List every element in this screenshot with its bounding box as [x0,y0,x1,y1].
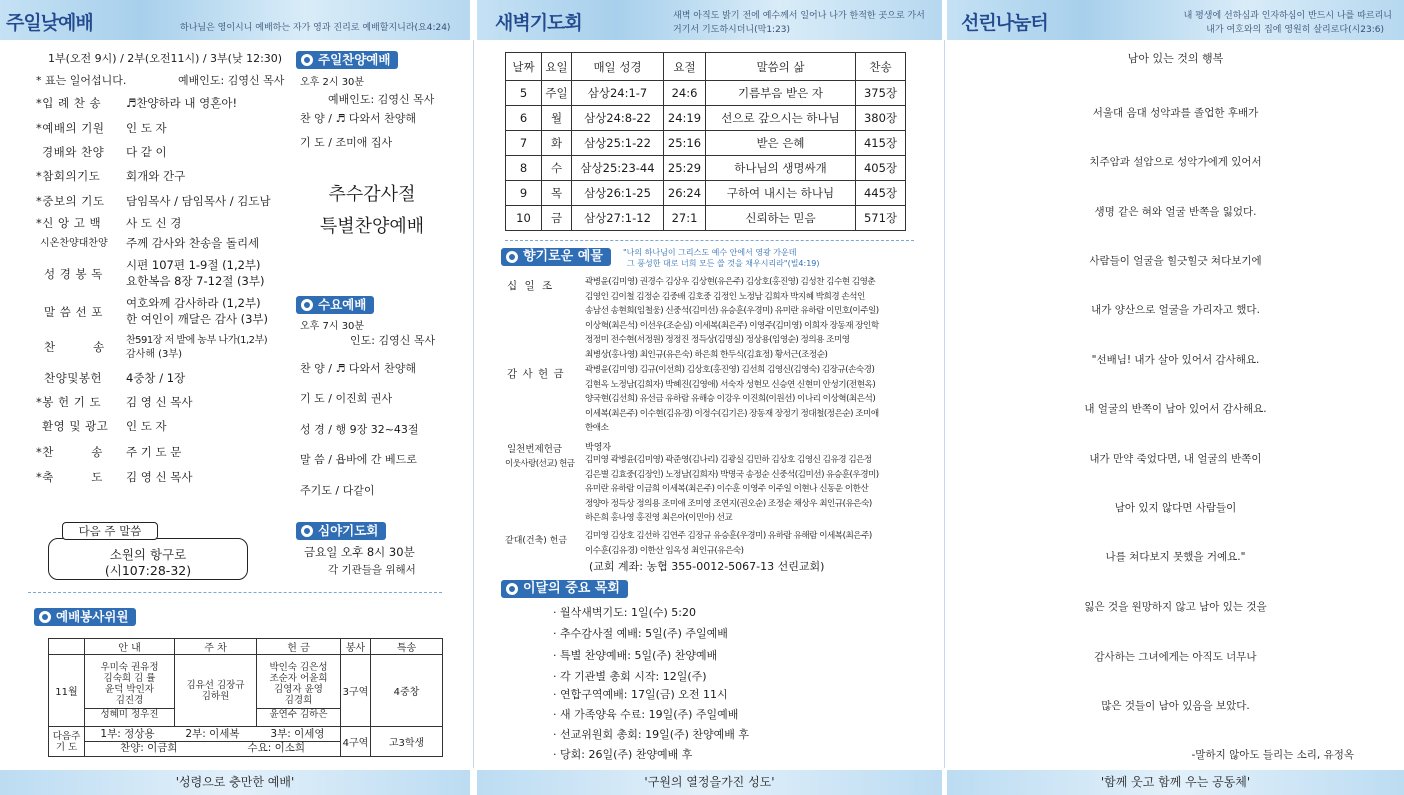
circle-bullet-icon [301,299,313,311]
order-value: 인 도 자 [126,419,167,433]
tithe-list [585,275,879,362]
wednesday-worship-heading [296,296,374,314]
mission-line: 유미란 유하람 이금희 이세복(최은주) 이수훈 이영주 이주일 이현나 신동운 이한산 [585,484,869,494]
afternoon-time: 오후 2시 30분 [300,77,365,88]
order-item [36,121,286,137]
thanks-label: 감 사 헌 금 [507,368,565,380]
guide-name: 윤덕 박인자 [105,683,154,695]
dawn-header [477,0,942,40]
offering-heading [501,248,611,266]
order-label: 찬 송 [44,340,105,354]
sharing-verse-2: 내가 여호와의 집에 영원히 살리로다(시23:6) [1206,25,1384,35]
order-value: 회개와 간구 [126,169,186,183]
hymn-cell: 415장 [856,131,906,156]
thanks-line: 이세복(최은주) 이수현(김유경) 이정수(김기은) 장동재 장정기 정대철(정은순) 조미애 [585,408,879,419]
circle-bullet-icon [506,251,518,263]
order-item [36,445,286,461]
offering-name: 박인숙 김은성 [269,661,328,673]
table-row [506,206,906,231]
tithe-label: 십 일 조 [507,280,555,292]
tithe-line: 이상혁(최은석) 이선우(조순심) 이세복(최은주) 이영주(김미영) 이희자 장동재 장인학 [585,320,879,331]
hymn-cell: 571장 [856,206,906,231]
special-title-line1: 추수감사절 [328,184,416,205]
table-header: 봉사 [341,639,371,655]
mission-line: 김미영 곽병윤(김미영) 곽준영(김나리) 김광실 김민하 김상호 김영신 김유경 김은정 [585,455,872,465]
table-row [506,156,906,181]
list-item: · 당회: 26일(주) 찬양예배 후 [553,748,693,761]
day-cell: 주일 [542,81,572,106]
thanks-list [585,363,879,436]
order-item [36,258,286,290]
order-value-2: 감사해 (3부) [126,349,182,360]
theme-cell: 신뢰하는 믿음 [706,206,856,231]
essay-author: -말하지 않아도 들리는 소리, 유정옥 [1191,749,1354,761]
next-week-sermon-box [48,538,248,580]
section-divider [28,592,442,593]
hymn-cell: 380장 [856,106,906,131]
offering-verse-2: 그 풍성한 대로 너희 모든 쓸 것을 채우시리라"(빌4:19) [627,259,820,268]
theme-cell: 하나님의 생명싸개 [706,156,856,181]
order-item [36,216,286,232]
order-value: 인 도 자 [126,121,167,135]
wednesday-prayer: 기 도 / 이진희 권사 [300,392,393,405]
wednesday-leader: 인도: 김영신 목사 [350,334,436,347]
hymn-cell: 375장 [856,81,906,106]
guide-name: 김진경 [115,694,144,706]
essay-line: 사람들이 얼굴을 힐긋힐긋 쳐다보기에 [1089,255,1262,267]
essay-line: 내가 만약 죽었다면, 내 얼굴의 반쪽이 [1089,453,1262,465]
next-week-title: 소원의 항구로 [109,547,187,562]
dawn-prayer-column [477,0,942,795]
guide-name: 김숙희 김 률 [103,672,156,684]
essay-line: 감사하는 그녀에게는 아직도 너무나 [1094,651,1257,663]
essay-line: 치주암과 설암으로 성악가에게 있어서 [1089,156,1262,168]
list-item: · 연합구역예배: 17일(금) 오전 11시 [553,688,728,701]
mission-line: 정양아 정득상 정의용 조미애 조미영 조연지(권오순) 조정순 채상우 최인규(유은숙) [585,498,872,509]
sharing-verse-1: 내 평생에 선하심과 인자하심이 반드시 나를 따르리니 [1183,11,1392,21]
order-item [36,395,286,411]
table-header: 말씀의 삶 [706,53,856,81]
offering-name: 조순자 어윤희 [269,672,328,684]
table-row [506,81,906,106]
order-value: 사 도 신 경 [126,216,182,230]
worship-leader: 예배인도: 김영신 목사 [178,74,285,87]
order-label: *찬 송 [36,445,103,459]
order-label: *신 앙 고 백 [36,216,102,230]
order-label: *중보의 기도 [36,194,105,208]
circle-bullet-icon [301,525,313,537]
table-header: 헌 금 [257,639,341,655]
table-row [506,131,906,156]
sharing-title: 선린나눔터 [961,12,1048,34]
order-value-2: 요한복음 8장 7-12절 (3부) [126,274,265,288]
next-label-cell: 다음주 기 도 [49,727,85,757]
wednesday-time: 오후 7시 30분 [300,321,365,332]
song-cell: 4중창 [371,655,443,727]
essay-line: 많은 것들이 남아 있음을 보았다. [1101,700,1250,712]
order-value: 주께 감사와 찬송을 돌리세 [126,236,260,250]
order-value: 김 영 신 목사 [126,395,193,409]
next-prayer-3: 3부: 이세영 [270,727,325,740]
essay-line: 생명 같은 혀와 얼굴 반쪽을 잃었다. [1094,206,1257,218]
day-cell: 월 [542,106,572,131]
special-title-line2: 특별찬양예배 [319,216,425,237]
date-cell: 7 [506,131,542,156]
table-row [49,727,443,757]
date-cell: 6 [506,106,542,131]
wednesday-closing: 주기도 / 다같이 [300,484,375,497]
verse-cell: 27:1 [664,206,706,231]
month-cell: 11월 [49,655,85,727]
order-label: 경배와 찬양 [42,145,105,159]
table-row [506,106,906,131]
order-label: *축 도 [36,470,103,484]
midnight-prayer-heading [296,522,386,540]
column-divider [944,40,945,768]
tithe-line: 김영인 김이철 김정순 김중배 김호중 김정인 노정남 김희자 박지혜 박희경 손석인 [585,291,865,302]
essay-line: 남아 있지 않다면 사람들이 [1114,502,1237,514]
hymn-cell: 445장 [856,181,906,206]
order-item [36,96,286,112]
afternoon-title: 주일찬양예배 [318,52,391,67]
table-header: 날짜 [506,53,542,81]
order-item [36,419,286,435]
thanks-line: 김현옥 노정남(김희자) 박혜진(김영애) 서숙자 성현모 신승연 신현미 안성기(전현옥) [585,379,876,390]
order-item [36,236,286,252]
order-label: *입 례 찬 송 [36,96,102,110]
reading-cell: 삼상24:1-7 [572,81,664,106]
theme-cell: 기름부음 받은 자 [706,81,856,106]
order-label: 말 씀 선 포 [44,305,103,319]
sunday-title: 주일낮예배 [6,12,93,34]
next-week-ref: (시107:28-32) [104,563,192,578]
midnight-time: 금요일 오후 8시 30분 [304,545,415,559]
sharing-footer: '함께 웃고 함께 우는 공동체' [947,770,1404,795]
theme-cell: 선으로 갚으시는 하나님 [706,106,856,131]
wednesday-praise: 찬 양 / ♬ 다와서 찬양해 [300,362,417,375]
order-value: 담임목사 / 담임목사 / 김도남 [126,194,271,208]
reading-cell: 삼상27:1-12 [572,206,664,231]
table-header: 요절 [664,53,706,81]
verse-cell: 26:24 [664,181,706,206]
circle-bullet-icon [39,611,51,623]
order-label: *봉 헌 기 도 [36,395,102,409]
day-cell: 수 [542,156,572,181]
order-item [36,371,286,387]
parking-name: 김하원 [201,690,230,702]
next-prayer-1: 1부: 정상용 [100,727,155,740]
order-value-2: 한 여인이 깨달은 감사 (3부) [126,312,269,326]
table-header: 찬송 [856,53,906,81]
verse-cell: 24:6 [664,81,706,106]
parking-cell [175,655,257,727]
list-item: · 선교위원회 총회: 19일(주) 찬양예배 후 [553,728,750,741]
order-value: ♬찬양하라 내 영혼아! [126,96,238,110]
date-cell: 9 [506,181,542,206]
guide-cell [85,655,175,727]
offering-verse-1: "나의 하나님이 그리스도 예수 안에서 영광 가운데 [623,248,797,257]
section-divider [505,240,914,241]
verse-cell: 24:19 [664,106,706,131]
table-header [49,639,85,655]
bank-account: (교회 계좌: 농협 355-0012-5067-13 선린교회) [589,560,825,573]
offering-name: 윤연수 김하은 [257,708,340,720]
sunday-footer: '성령으로 충만한 예배' [0,770,470,795]
afternoon-leader: 예배인도: 김영신 목사 [328,93,435,106]
verse-cell: 25:29 [664,156,706,181]
table-row [49,655,443,727]
essay-line: "선배님! 내가 살아 있어서 감사해요. [1091,354,1260,366]
order-label: 성 경 봉 독 [44,267,103,281]
table-header: 요일 [542,53,572,81]
order-label: 찬양및봉헌 [44,371,103,385]
service-cell: 3구역 [341,655,371,727]
next-praise: 찬양: 이금희 [119,741,178,754]
service-times: 1부(오전 9시) / 2부(오전11시) / 3부(낮 12:30) [48,52,283,65]
essay-line: 내가 양산으로 얼굴을 가리자고 했다. [1091,304,1260,316]
order-value: 4중창 / 1장 [126,371,186,385]
date-cell: 8 [506,156,542,181]
order-item [36,145,286,161]
list-item: · 새 가족양육 수료: 19일(주) 주일예배 [553,708,739,721]
table-row [506,181,906,206]
essay-title: 남아 있는 것의 행복 [1127,52,1224,65]
oneday-label: 일천번제헌금 [507,444,563,455]
building-line: 김미영 김상호 김선하 김연주 김장규 유승훈(우경미) 유하람 유해람 이세복(최은주) [585,531,872,541]
order-item [36,194,286,210]
next-song-cell: 고3학생 [371,727,443,757]
list-item: · 추수감사절 예배: 5일(주) 주일예배 [553,627,728,640]
order-value: 찬591장 저 밭에 농부 나가(1,2부) [126,335,268,346]
theme-cell: 받은 은혜 [706,131,856,156]
table-header: 안 내 [85,639,175,655]
offering-name: 김영자 윤영 [274,683,323,695]
day-cell: 금 [542,206,572,231]
circle-bullet-icon [301,54,313,66]
order-value: 김 영 신 목사 [126,470,193,484]
parking-name: 김유선 김장규 [186,679,245,691]
table-header: 매일 성경 [572,53,664,81]
guide-name: 성혜미 정우진 [85,708,174,720]
mission-line: 하은희 홍나영 홍진영 최은아(이민아) 선교 [585,513,733,523]
thanks-line: 한애소 [585,423,609,433]
dawn-footer: '구원의 열정을가진 성도' [477,770,942,795]
committee-table [48,638,443,757]
order-item [36,296,286,328]
sunday-verse: 하나님은 영이시니 예배하는 자가 영과 진리로 예배할지니라(요4:24) [180,23,451,33]
list-item: · 특별 찬양예배: 5일(주) 찬양예배 [553,649,718,662]
next-week-label: 다음 주 말씀 [62,522,158,540]
essay-line: 서울대 음대 성악과를 졸업한 후배가 [1092,107,1259,119]
reading-cell: 삼상26:1-25 [572,181,664,206]
tithe-line: 곽병윤(김미영) 권경수 김상우 김상현(유은주) 김상호(홍진영) 김성찬 김수현 김영춘 [585,277,876,287]
dawn-schedule-table [505,52,906,231]
column-divider [473,40,474,768]
mission-label: 이웃사랑(선교) 헌금 [505,459,575,469]
offering-name: 김경희 [284,694,313,706]
tithe-line: 최병상(홍나영) 최인규(유은숙) 하은희 한두식(김효정) 황서근(조정순) [585,349,828,360]
midnight-title: 심야기도회 [318,523,379,538]
day-cell: 화 [542,131,572,156]
essay-line: 내 얼굴의 반쪽이 남아 있어서 감사해요. [1084,403,1267,415]
hymn-cell: 405장 [856,156,906,181]
wednesday-sermon: 말 씀 / 욥바에 간 베드로 [300,453,417,466]
next-prayer-2: 2부: 이세복 [185,727,240,740]
reading-cell: 삼상25:1-22 [572,131,664,156]
verse-cell: 25:16 [664,131,706,156]
list-item: · 월삭새벽기도: 1일(수) 5:20 [553,606,696,619]
essay-line: 나를 쳐다보지 못했을 거예요." [1105,551,1246,563]
dawn-verse-1: 새벽 아직도 밝기 전에 예수께서 일어나 나가 한적한 곳으로 가서 [673,11,925,21]
wednesday-title: 수요예배 [318,297,367,312]
building-line: 이수훈(김유경) 이한산 임옥성 최인규(유은숙) [585,545,744,556]
mission-line: 김은별 김효중(김장인) 노정남(김희자) 박명국 송정순 신중석(김미선) 유승훈(우경미) [585,469,879,480]
next-prayer-cell [85,727,341,757]
standing-note: * 표는 일어섭니다. [36,74,127,87]
sunday-worship-column [0,0,470,795]
sunday-header [0,0,470,40]
events-heading [501,580,628,598]
next-service-cell: 4구역 [341,727,371,757]
building-list [585,529,872,558]
order-item [36,333,286,363]
dawn-verse-2: 거기서 기도하시더니(막1:23) [673,25,791,35]
afternoon-prayer: 기 도 / 조미애 집사 [300,136,393,149]
table-header: 주 차 [175,639,257,655]
mission-list [585,453,879,526]
afternoon-praise: 찬 양 / ♬ 다와서 찬양해 [300,112,417,125]
table-header: 특송 [371,639,443,655]
tithe-line: 송남선 송현희(임철웅) 신중석(김미선) 유승훈(우경미) 유미란 유하람 이민호(이주일) [585,306,879,316]
order-item [36,470,286,486]
afternoon-worship-heading [296,51,398,69]
guide-name: 우미숙 권유정 [100,661,159,673]
offering-title: 향기로운 예물 [523,249,603,264]
building-label: 같대(건축) 헌금 [505,536,568,546]
order-item [36,169,286,185]
order-label: *참회의기도 [36,169,101,183]
theme-cell: 구하여 내시는 하나님 [706,181,856,206]
order-value: 여호와께 감사하라 (1,2부) [126,296,261,310]
order-label: 환영 및 광고 [42,419,109,433]
day-cell: 목 [542,181,572,206]
essay-line: 잃은 것을 원망하지 않고 남아 있는 것을 [1084,601,1267,613]
dawn-title: 새벽기도회 [495,12,582,34]
reading-cell: 삼상25:23-44 [572,156,664,181]
order-value: 다 같 이 [126,145,167,159]
thanks-line: 양국현(김선희) 유선금 유하람 유해승 이강우 이진희(이원선) 이나리 이상혁(최은석) [585,394,876,404]
list-item: · 각 기관별 총회 시작: 12일(주) [553,670,707,683]
next-wednesday: 수요: 이소희 [247,741,306,754]
offering-cell [257,655,341,727]
order-label: 시온찬양대찬양 [40,238,108,249]
order-value: 주 기 도 문 [126,445,182,459]
sharing-header [947,0,1404,40]
date-cell: 10 [506,206,542,231]
order-label: *예배의 기원 [36,121,105,135]
reading-cell: 삼상24:8-22 [572,106,664,131]
wednesday-scripture: 성 경 / 행 9장 32~43절 [300,423,419,436]
events-title: 이달의 중요 목회 [523,581,620,596]
order-value: 시편 107편 1-9절 (1,2부) [126,258,261,272]
circle-bullet-icon [506,583,518,595]
tithe-line: 정정미 전수현(서정원) 정정진 정득상(김명실) 정상용(임영순) 정의용 조미영 [585,335,850,345]
thanks-line: 곽병윤(김미영) 김규(이선희) 김상호(홍진영) 김선희 김영신(김영숙) 김장규(손숙경) [585,365,875,375]
oneday-name: 박영자 [585,443,612,453]
midnight-desc: 각 기관들을 위해서 [328,564,416,576]
date-cell: 5 [506,81,542,106]
committee-heading [34,608,136,626]
sharing-column [947,0,1404,795]
committee-title: 예배봉사위원 [56,609,129,624]
